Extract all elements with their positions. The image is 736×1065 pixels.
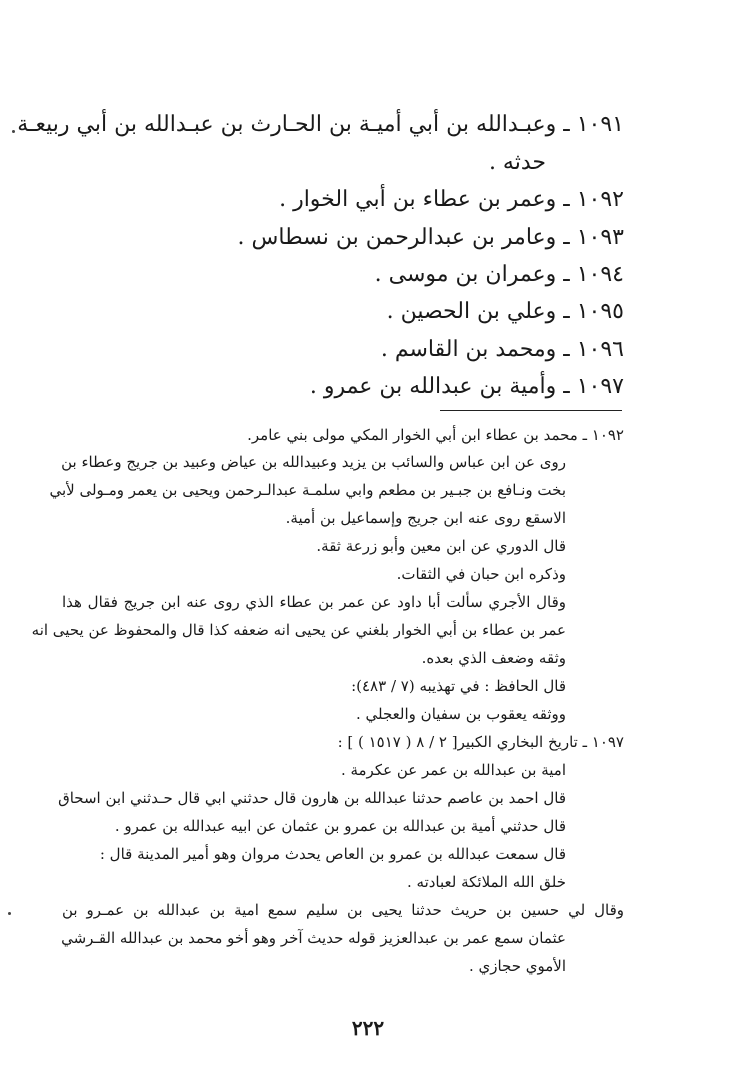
footnote-line: الأموي حجازي .	[468, 957, 566, 975]
scan-speck	[8, 912, 11, 915]
footnote-line: عمر بن عطاء بن أبي الخوار بلغني عن يحيى انه ضعفه كذا قال والمحفوظ عن يحيى انه	[31, 621, 566, 639]
footnote-line: قال سمعت عبدالله بن عمرو بن العاص يحدث مروان وهو أمير المدينة قال :	[99, 845, 566, 863]
footnote-line: وثقه وضعف الذي بعده.	[421, 649, 566, 667]
footnote-line: بخت ونـافع بن جبـير بن مطعم وابي سلمـة عبدالـرحمن ويحيى بن يعمر ومـولى لأبي	[49, 481, 566, 499]
footnote-line: قال احمد بن عاصم حدثنا عبدالله بن هارون قال حدثني ابي قال حـدثني ابن اسحاق	[58, 789, 566, 807]
footnote-divider	[440, 410, 622, 411]
entry-1093: ١٠٩٣ ـ وعامر بن عبدالرحمن بن نسطاس .	[237, 225, 624, 250]
footnote-1097-heading: ١٠٩٧ ـ تاريخ البخاري الكبير[ ٢ / ٨ ( ١٥١٧ ) ] :	[337, 733, 624, 751]
footnote-line: امية بن عبدالله بن عمر عن عكرمة .	[340, 761, 566, 779]
entry-1096: ١٠٩٦ ـ ومحمد بن القاسم .	[380, 337, 624, 362]
footnote-line: الاسقع روى عنه ابن جريج وإسماعيل بن أمية.	[285, 509, 566, 527]
footnote-line: عثمان سمع عمر بن عبدالعزيز قوله حديث آخر وهو أخو محمد بن عبدالله القـرشي	[61, 929, 566, 947]
scan-speck	[12, 130, 15, 133]
footnote-line: قال حدثني أمية بن عبدالله بن عمرو بن عثمان عن ابيه عبدالله بن عمرو .	[114, 817, 566, 835]
entry-1091-continuation: حدثه .	[488, 150, 546, 175]
footnote-line: وقال الأجري سألت أبا داود عن عمر بن عطاء الذي روى عنه ابن جريج فقال هذا	[62, 593, 566, 611]
page-number: ٢٢٢	[351, 1016, 385, 1040]
entry-1091: ١٠٩١ ـ وعبـدالله بن أبي أميـة بن الحـارث بن عبـدالله بن أبي ربيعـة	[17, 112, 624, 137]
footnote-line: وذكره ابن حبان في الثقات.	[396, 565, 566, 583]
footnote-line: قال الحافظ : في تهذيبه (٧ / ٤٨٣):	[351, 677, 566, 695]
footnote-line: خلق الله الملائكة لعبادته .	[407, 873, 566, 891]
entry-1094: ١٠٩٤ ـ وعمران بن موسى .	[374, 262, 624, 287]
entry-1097: ١٠٩٧ ـ وأمية بن عبدالله بن عمرو .	[309, 374, 624, 399]
entry-1092: ١٠٩٢ ـ وعمر بن عطاء بن أبي الخوار .	[279, 187, 624, 212]
footnote-line: قال الدوري عن ابن معين وأبو زرعة ثقة.	[316, 537, 566, 555]
footnote-1092-heading: ١٠٩٢ ـ محمد بن عطاء ابن أبي الخوار المكي مولى بني عامر.	[247, 426, 624, 444]
footnote-line: ووثقه يعقوب بن سفيان والعجلي .	[356, 705, 566, 723]
footnote-line: وقال لي حسين بن حريث حدثنا يحيى بن سليم سمع امية بن عبدالله بن عمـرو بن	[62, 901, 624, 919]
entry-1095: ١٠٩٥ ـ وعلي بن الحصين .	[386, 299, 624, 324]
footnote-line: روى عن ابن عباس والسائب بن يزيد وعبيدالله بن عياض وعبيد بن جريج وعطاء بن	[61, 453, 566, 471]
